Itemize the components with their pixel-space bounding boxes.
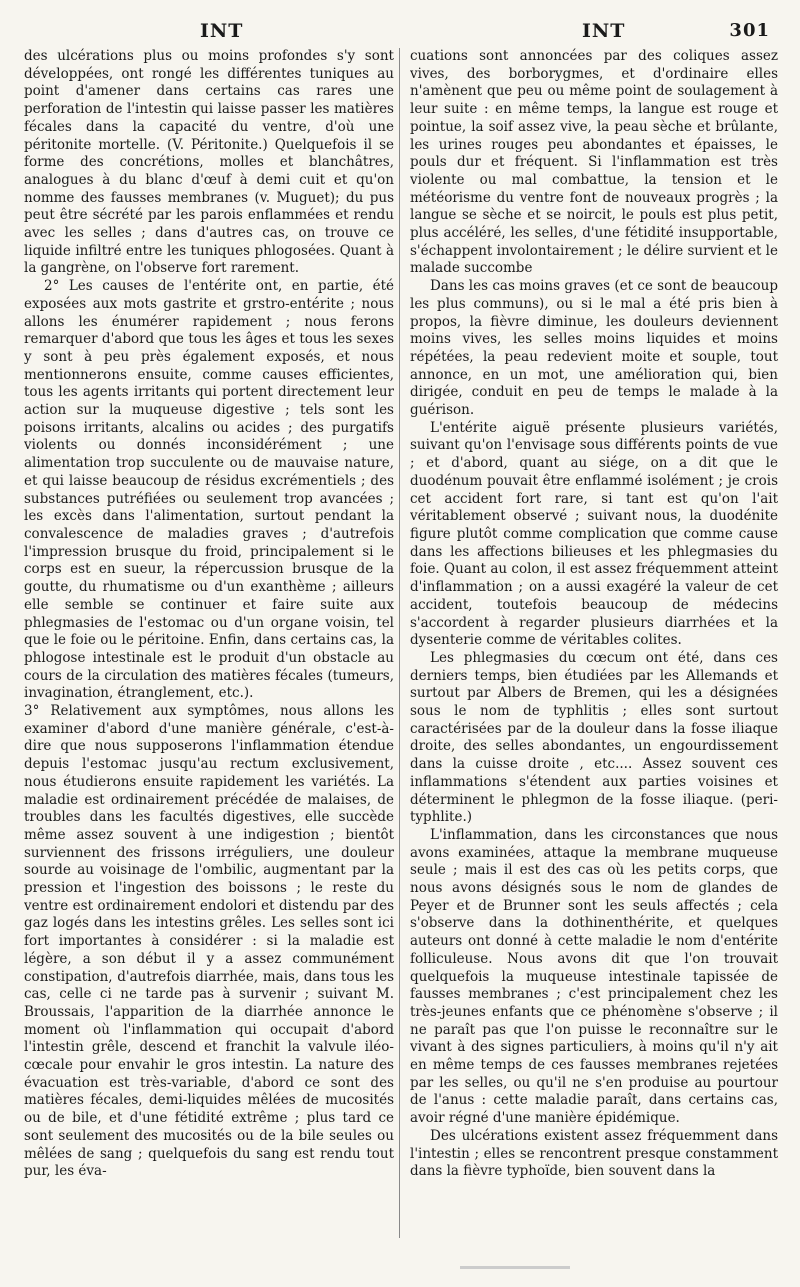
paragraph: Les phlegmasies du cœcum ont été, dans ces derniers temps, bien étudiées par les Allemands et surtout par Albers de Bremen, qui les a désignées sous le nom de typhlitis ; elles sont surtout caractérisées par de la douleur dans la fosse iliaque droite, des selles abondantes, un engourdissement dans la cuisse droite , etc.... Assez souvent ces inflammations s'étendent aux parties voisines et déterminent le phlegmon de la fosse iliaque. (peri-typhlite.): [410, 649, 778, 826]
paragraph: 3° Relativement aux symptômes, nous allons les examiner d'abord d'une manière générale, c'est-à-dire que nous supposerons l'inflammation étendue depuis l'estomac jusqu'au rectum exclusivement, nous étudierons ensuite rapidement les variétés. La maladie est ordinairement précédée de malaises, de troubles dans les facultés digestives, elle succède même assez souvent à une indigestion ; bientôt surviennent des frissons irréguliers, une douleur sourde au voisinage de l'ombilic, augmentant par la pression et l'ingestion des boissons ; le reste du ventre est ordinairement endolori et distendu par des gaz logés dans les intestins grêles. Les selles sont ici fort importantes à considérer : si la maladie est légère, a son début il y a assez communément constipation, d'autrefois diarrhée, mais, dans tous les cas, celle ci ne tarde pas à survenir ; suivant M. Broussais, l'apparition de la diarrhée annonce le moment où l'inflammation qui occupait d'abord l'intestin grêle, descend et franchit la valvule iléo-cœcale pour envahir le gros intestin. La nature des évacuation est très-variable, d'abord ce sont des matières fécales, demi-liquides mêlées de mucosités ou de bile, et d'une fétidité extrême ; plus tard ce sont seulement des mucosités ou de la bile seules ou mêlées de sang ; quelquefois du sang est rendu tout pur, les éva-: [24, 703, 394, 1180]
header-right-word: INT: [582, 20, 626, 42]
page-number: 301: [729, 20, 770, 41]
paragraph: L'entérite aiguë présente plusieurs variétés, suivant qu'on l'envisage sous différents points de vue ; et d'abord, quant au siége, on a dit que le duodénum pouvait être enflammé isolément ; je crois cet accident fort rare, si tant est qu'on l'ait véritablement observé ; suivant nous, la duodénite figure plutôt comme complication que comme cause dans les affections bilieuses et les phlegmasies du foie. Quant au colon, il est assez fréquemment atteint d'inflammation ; on a aussi exagéré la valeur de cet accident, toutefois beaucoup de médecins s'accordent à regarder plusieurs diarrhées et la dysenterie comme de véritables colites.: [410, 419, 778, 649]
paragraph: cuations sont annoncées par des coliques assez vives, des borborygmes, et d'ordinaire elles n'amènent que peu ou même point de soulagement à leur suite : en même temps, la langue est rouge et pointue, la soif assez vive, la peau sèche et brûlante, les urines rouges peu abondantes et épaisses, le pouls dur et fréquent. Si l'inflammation est très violente ou mal combattue, la tension et le météorisme du ventre font de nouveaux progrès ; la langue se sèche et se noircit, le pouls est plus petit, plus accéléré, les selles, d'une fétidité insupportable, s'échappent involontairement ; le délire survient et le malade succombe: [410, 48, 778, 277]
paragraph: des ulcérations plus ou moins profondes s'y sont développées, ont rongé les différentes tuniques au point d'amener dans certains cas rares une perforation de l'intestin qui laisse passer les matières fécales dans la capacité du ventre, d'où une péritonite mortelle. (V. Péritonite.) Quelquefois il se forme des concrétions, molles et blanchâtres, analogues à du blanc d'œuf à demi cuit et qu'on nomme des fausses membranes (v. Muguet); du pus peut être sécrété par les parois enflammées et rendu avec les selles ; dans d'autres cas, on trouve ce liquide infiltré entre les tuniques phlogosées. Quant à la gangrène, on l'observe fort rarement.: [24, 48, 394, 277]
left-column: [24, 48, 394, 1248]
paragraph: 2° Les causes de l'entérite ont, en partie, été exposées aux mots gastrite et grstro-entérite ; nous allons les énumérer rapidement ; nous ferons remarquer d'abord que tous les âges et tous les sexes y sont à peu près également exposés, et nous mentionnerons ensuite, comme causes efficientes, tous les agents irritants qui portent directement leur action sur la muqueuse digestive ; tels sont les poisons irritants, alcalins ou acides ; des purgatifs violents ou donnés inconsidérément ; une alimentation trop succulente ou de mauvaise nature, et qui laisse beaucoup de résidus excrémentiels ; des substances putréfiées ou seulement trop avancées ; les excès dans l'alimentation, surtout pendant la convalescence de maladies graves ; d'autrefois l'impression brusque du froid, principalement si le corps est en sueur, la répercussion brusque de la goutte, du rhumatisme ou d'un exanthème ; ailleurs elle semble se continuer et faire suite aux phlegmasies de l'estomac ou d'un organe voisin, tel que le foie ou le péritoine. Enfin, dans certains cas, la phlogose intestinale est le produit d'un obstacle au cours de la circulation des matières fécales (tumeurs, invagination, étranglement, etc.).: [24, 278, 394, 702]
header-left-word: INT: [200, 20, 244, 42]
column-divider: [399, 48, 400, 1238]
paragraph: Dans les cas moins graves (et ce sont de beaucoup les plus communs), ou si le mal a été pris bien à propos, la fièvre diminue, les douleurs deviennent moins vives, les selles moins liquides et moins répétées, la peau redevient moite et souple, tout annonce, en un mot, une amélioration qui, bien dirigée, conduit en peu de temps le malade à la guérison.: [410, 278, 778, 419]
right-column: [410, 48, 778, 1248]
running-header: [0, 20, 800, 50]
paragraph: Des ulcérations existent assez fréquemment dans l'intestin ; elles se rencontrent presque constamment dans la fièvre typhoïde, bien souvent dans la: [410, 1127, 778, 1180]
printing-smudge: [460, 1266, 570, 1269]
paragraph: L'inflammation, dans les circonstances que nous avons examinées, attaque la membrane muqueuse seule ; mais il est des cas où les petits corps, que nous avons désignés sous le nom de glandes de Peyer et de Brunner sont les seuls affectés ; cela s'observe dans la dothinenthérite, et quelques auteurs ont donné à cette maladie le nom d'entérite folliculeuse. Nous avons dit que l'on trouvait quelquefois la muqueuse intestinale tapissée de fausses membranes ; c'est principalement chez les très-jeunes enfants que ce phénomène s'observe ; il ne paraît pas que l'on puisse le reconnaître sur le vivant à des signes particuliers, à moins qu'il n'y ait en même temps de ces fausses membranes rejetées par les selles, ou qu'il ne s'en produise au pourtour de l'anus : cette maladie paraît, dans certains cas, avoir régné d'une manière épidémique.: [410, 826, 778, 1127]
